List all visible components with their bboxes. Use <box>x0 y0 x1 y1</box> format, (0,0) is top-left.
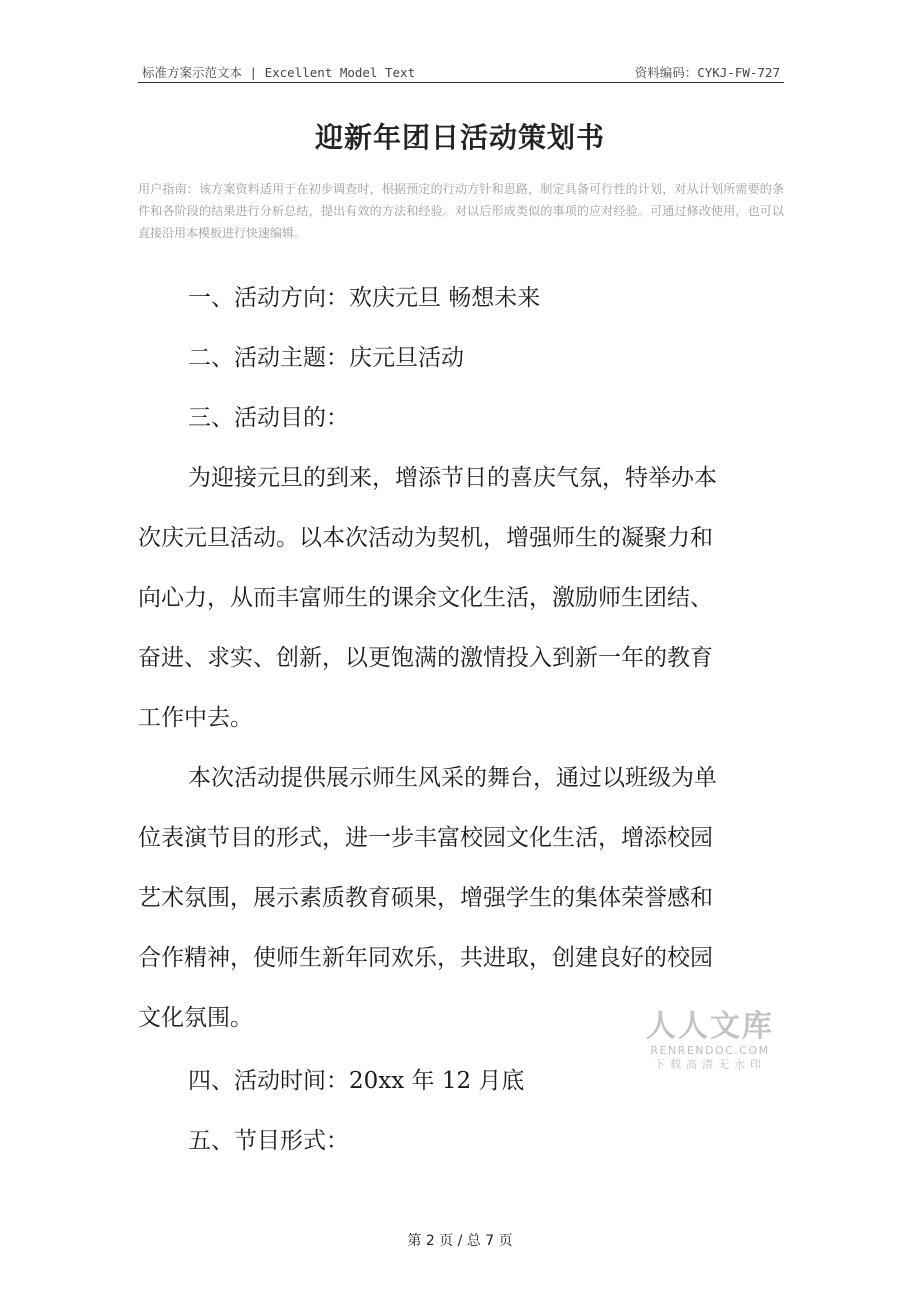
document-code: 资料编码：CYKJ-FW-727 <box>634 65 780 80</box>
paragraph-line: 文化氛围。 <box>138 1005 253 1031</box>
section-purpose-heading: 三、活动目的： <box>188 405 349 431</box>
page-header <box>138 60 784 83</box>
section-theme: 二、活动主题：庆元旦活动 <box>188 345 464 371</box>
watermark-brand: 人人文库 <box>646 1009 774 1044</box>
header-left-text: 标准方案示范文本 | Excellent Model Text <box>142 65 416 80</box>
watermark-logo <box>630 1010 790 1072</box>
paragraph-line: 向心力，从而丰富师生的课余文化生活，激励师生团结、 <box>138 585 713 611</box>
purpose-paragraph-1 <box>138 448 784 748</box>
document-title: 迎新年团日活动策划书 <box>314 121 605 154</box>
paragraph-line: 奋进、求实、创新，以更饱满的激情投入到新一年的教育 <box>138 645 713 671</box>
paragraph-line: 艺术氛围，展示素质教育硕果，增强学生的集体荣誉感和 <box>138 885 713 911</box>
purpose-paragraph-2 <box>138 748 784 1048</box>
paragraph-line: 合作精神，使师生新年同欢乐，共进取，创建良好的校园 <box>138 945 713 971</box>
section-time: 四、活动时间：20xx 年 12 月底 <box>188 1068 525 1094</box>
paragraph-line: 位表演节目的形式，进一步丰富校园文化生活，增添校园 <box>138 825 713 851</box>
page-number: 第 2 页 / 总 7 页 <box>407 1233 513 1249</box>
paragraph-line: 本次活动提供展示师生风采的舞台，通过以班级为单 <box>188 765 717 791</box>
paragraph-line: 次庆元旦活动。以本次活动为契机，增强师生的凝聚力和 <box>138 525 713 551</box>
watermark-tagline: 下载高清无水印 <box>654 1058 766 1071</box>
paragraph-line: 工作中去。 <box>138 705 253 731</box>
section-direction: 一、活动方向：欢庆元旦 畅想未来 <box>188 285 541 311</box>
section-format: 五、节目形式： <box>188 1128 349 1154</box>
watermark-domain: RENRENDOC.COM <box>650 1044 770 1057</box>
paragraph-line: 为迎接元旦的到来，增添节日的喜庆气氛，特举办本 <box>188 465 717 491</box>
user-guide-note: 用户指南：该方案资料适用于在初步调查时，根据预定的行动方针和思路，制定具备可行性的计划，对从计划所需要的条件和各阶段的结果进行分析总结，提出有效的方法和经验。对以后形成类似的事项的应对经验。可通过修改使用，也可以直接沿用本模板进行快速编辑。 <box>138 182 784 240</box>
